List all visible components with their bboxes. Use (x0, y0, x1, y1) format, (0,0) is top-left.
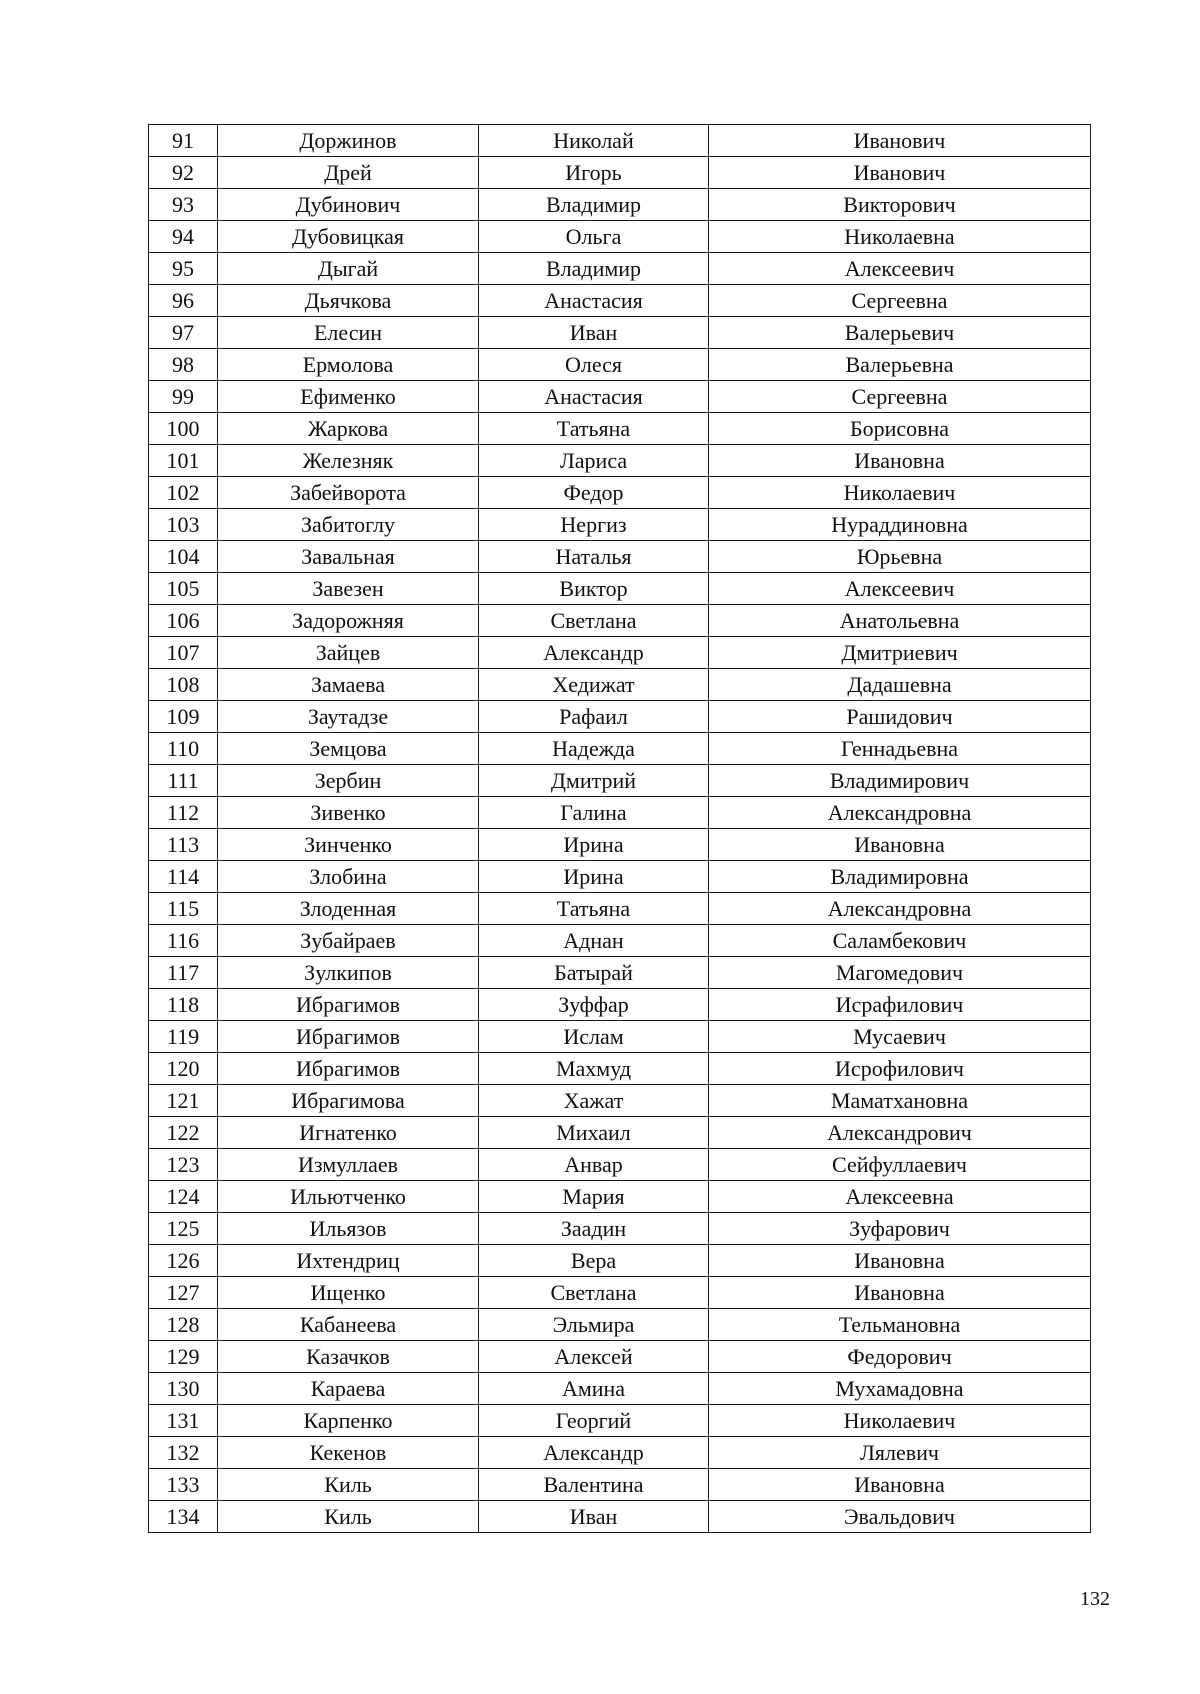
row-number-cell: 106 (149, 605, 218, 637)
table-row (149, 445, 1091, 477)
first-name-cell: Наталья (479, 541, 709, 573)
row-number-cell: 91 (149, 125, 218, 157)
table-row (149, 701, 1091, 733)
row-number-cell: 128 (149, 1309, 218, 1341)
table-row (149, 285, 1091, 317)
table-row (149, 989, 1091, 1021)
last-name-cell: Жаркова (218, 413, 479, 445)
patronymic-cell: Борисовна (709, 413, 1091, 445)
first-name-cell: Ольга (479, 221, 709, 253)
patronymic-cell: Зуфарович (709, 1213, 1091, 1245)
last-name-cell: Караева (218, 1373, 479, 1405)
row-number-cell: 130 (149, 1373, 218, 1405)
table-row (149, 925, 1091, 957)
first-name-cell: Иван (479, 1501, 709, 1533)
first-name-cell: Мария (479, 1181, 709, 1213)
patronymic-cell: Ивановна (709, 829, 1091, 861)
table-row (149, 221, 1091, 253)
first-name-cell: Лариса (479, 445, 709, 477)
first-name-cell: Анастасия (479, 381, 709, 413)
first-name-cell: Николай (479, 125, 709, 157)
row-number-cell: 123 (149, 1149, 218, 1181)
patronymic-cell: Тельмановна (709, 1309, 1091, 1341)
row-number-cell: 92 (149, 157, 218, 189)
last-name-cell: Ильязов (218, 1213, 479, 1245)
row-number-cell: 103 (149, 509, 218, 541)
row-number-cell: 125 (149, 1213, 218, 1245)
patronymic-cell: Иванович (709, 125, 1091, 157)
last-name-cell: Игнатенко (218, 1117, 479, 1149)
patronymic-cell: Маматхановна (709, 1085, 1091, 1117)
table-row (149, 509, 1091, 541)
last-name-cell: Железняк (218, 445, 479, 477)
table-row (149, 1373, 1091, 1405)
patronymic-cell: Александровна (709, 797, 1091, 829)
first-name-cell: Федор (479, 477, 709, 509)
table-row (149, 1501, 1091, 1533)
table-row (149, 797, 1091, 829)
last-name-cell: Злобина (218, 861, 479, 893)
last-name-cell: Дубинович (218, 189, 479, 221)
last-name-cell: Дрей (218, 157, 479, 189)
first-name-cell: Светлана (479, 1277, 709, 1309)
table-row (149, 829, 1091, 861)
first-name-cell: Амина (479, 1373, 709, 1405)
patronymic-cell: Викторович (709, 189, 1091, 221)
row-number-cell: 114 (149, 861, 218, 893)
first-name-cell: Владимир (479, 189, 709, 221)
last-name-cell: Казачков (218, 1341, 479, 1373)
row-number-cell: 111 (149, 765, 218, 797)
patronymic-cell: Рашидович (709, 701, 1091, 733)
last-name-cell: Забитоглу (218, 509, 479, 541)
first-name-cell: Анастасия (479, 285, 709, 317)
table-row (149, 957, 1091, 989)
table-row (149, 765, 1091, 797)
last-name-cell: Ибрагимов (218, 1021, 479, 1053)
first-name-cell: Зуффар (479, 989, 709, 1021)
last-name-cell: Дубовицкая (218, 221, 479, 253)
patronymic-cell: Нураддиновна (709, 509, 1091, 541)
table-row (149, 861, 1091, 893)
first-name-cell: Дмитрий (479, 765, 709, 797)
table-row (149, 349, 1091, 381)
last-name-cell: Зивенко (218, 797, 479, 829)
table-row (149, 1405, 1091, 1437)
table-row (149, 157, 1091, 189)
first-name-cell: Виктор (479, 573, 709, 605)
row-number-cell: 94 (149, 221, 218, 253)
row-number-cell: 134 (149, 1501, 218, 1533)
patronymic-cell: Алексеевна (709, 1181, 1091, 1213)
row-number-cell: 127 (149, 1277, 218, 1309)
row-number-cell: 95 (149, 253, 218, 285)
row-number-cell: 112 (149, 797, 218, 829)
row-number-cell: 109 (149, 701, 218, 733)
last-name-cell: Зулкипов (218, 957, 479, 989)
patronymic-cell: Ивановна (709, 1277, 1091, 1309)
row-number-cell: 96 (149, 285, 218, 317)
last-name-cell: Заутадзе (218, 701, 479, 733)
patronymic-cell: Юрьевна (709, 541, 1091, 573)
first-name-cell: Махмуд (479, 1053, 709, 1085)
last-name-cell: Земцова (218, 733, 479, 765)
patronymic-cell: Саламбекович (709, 925, 1091, 957)
table-row (149, 253, 1091, 285)
first-name-cell: Хажат (479, 1085, 709, 1117)
first-name-cell: Галина (479, 797, 709, 829)
patronymic-cell: Ивановна (709, 445, 1091, 477)
first-name-cell: Игорь (479, 157, 709, 189)
row-number-cell: 133 (149, 1469, 218, 1501)
row-number-cell: 129 (149, 1341, 218, 1373)
first-name-cell: Батырай (479, 957, 709, 989)
last-name-cell: Зубайраев (218, 925, 479, 957)
last-name-cell: Измуллаев (218, 1149, 479, 1181)
patronymic-cell: Александрович (709, 1117, 1091, 1149)
row-number-cell: 99 (149, 381, 218, 413)
first-name-cell: Владимир (479, 253, 709, 285)
table-row (149, 605, 1091, 637)
last-name-cell: Ихтендриц (218, 1245, 479, 1277)
table-row (149, 1085, 1091, 1117)
first-name-cell: Вера (479, 1245, 709, 1277)
row-number-cell: 102 (149, 477, 218, 509)
table-row (149, 1181, 1091, 1213)
last-name-cell: Ефименко (218, 381, 479, 413)
first-name-cell: Ирина (479, 829, 709, 861)
first-name-cell: Рафаил (479, 701, 709, 733)
last-name-cell: Замаева (218, 669, 479, 701)
patronymic-cell: Сергеевна (709, 285, 1091, 317)
first-name-cell: Татьяна (479, 893, 709, 925)
patronymic-cell: Федорович (709, 1341, 1091, 1373)
last-name-cell: Завезен (218, 573, 479, 605)
patronymic-cell: Владимирович (709, 765, 1091, 797)
table-row (149, 1341, 1091, 1373)
row-number-cell: 97 (149, 317, 218, 349)
first-name-cell: Александр (479, 1437, 709, 1469)
table-row (149, 893, 1091, 925)
patronymic-cell: Дадашевна (709, 669, 1091, 701)
patronymic-cell: Анатольевна (709, 605, 1091, 637)
table-row (149, 637, 1091, 669)
patronymic-cell: Иванович (709, 157, 1091, 189)
last-name-cell: Ищенко (218, 1277, 479, 1309)
patronymic-cell: Валерьевна (709, 349, 1091, 381)
table-row (149, 317, 1091, 349)
row-number-cell: 108 (149, 669, 218, 701)
last-name-cell: Ибрагимов (218, 1053, 479, 1085)
last-name-cell: Зинченко (218, 829, 479, 861)
row-number-cell: 117 (149, 957, 218, 989)
last-name-cell: Кекенов (218, 1437, 479, 1469)
row-number-cell: 116 (149, 925, 218, 957)
table-row (149, 413, 1091, 445)
patronymic-cell: Алексеевич (709, 253, 1091, 285)
first-name-cell: Светлана (479, 605, 709, 637)
last-name-cell: Карпенко (218, 1405, 479, 1437)
table-row (149, 1117, 1091, 1149)
row-number-cell: 115 (149, 893, 218, 925)
row-number-cell: 110 (149, 733, 218, 765)
first-name-cell: Надежда (479, 733, 709, 765)
table-row (149, 669, 1091, 701)
patronymic-cell: Мухамадовна (709, 1373, 1091, 1405)
last-name-cell: Ермолова (218, 349, 479, 381)
table-row (149, 189, 1091, 221)
row-number-cell: 131 (149, 1405, 218, 1437)
names-table (148, 124, 1091, 1533)
first-name-cell: Ирина (479, 861, 709, 893)
last-name-cell: Киль (218, 1501, 479, 1533)
last-name-cell: Зайцев (218, 637, 479, 669)
first-name-cell: Хедижат (479, 669, 709, 701)
patronymic-cell: Сергеевна (709, 381, 1091, 413)
row-number-cell: 126 (149, 1245, 218, 1277)
first-name-cell: Олеся (479, 349, 709, 381)
patronymic-cell: Валерьевич (709, 317, 1091, 349)
page-number: 132 (1080, 1588, 1110, 1610)
patronymic-cell: Сейфуллаевич (709, 1149, 1091, 1181)
patronymic-cell: Николаевна (709, 221, 1091, 253)
last-name-cell: Зербин (218, 765, 479, 797)
patronymic-cell: Исрофилович (709, 1053, 1091, 1085)
first-name-cell: Эльмира (479, 1309, 709, 1341)
patronymic-cell: Магомедович (709, 957, 1091, 989)
last-name-cell: Кабанеева (218, 1309, 479, 1341)
patronymic-cell: Исрафилович (709, 989, 1091, 1021)
row-number-cell: 107 (149, 637, 218, 669)
row-number-cell: 122 (149, 1117, 218, 1149)
last-name-cell: Завальная (218, 541, 479, 573)
table-row (149, 1021, 1091, 1053)
first-name-cell: Михаил (479, 1117, 709, 1149)
last-name-cell: Ибрагимова (218, 1085, 479, 1117)
last-name-cell: Ибрагимов (218, 989, 479, 1021)
table-row (149, 541, 1091, 573)
row-number-cell: 98 (149, 349, 218, 381)
row-number-cell: 121 (149, 1085, 218, 1117)
first-name-cell: Анвар (479, 1149, 709, 1181)
first-name-cell: Татьяна (479, 413, 709, 445)
table-row (149, 477, 1091, 509)
row-number-cell: 101 (149, 445, 218, 477)
table-row (149, 1053, 1091, 1085)
last-name-cell: Дыгай (218, 253, 479, 285)
table-row (149, 1149, 1091, 1181)
last-name-cell: Елесин (218, 317, 479, 349)
patronymic-cell: Ивановна (709, 1469, 1091, 1501)
row-number-cell: 104 (149, 541, 218, 573)
patronymic-cell: Лялевич (709, 1437, 1091, 1469)
first-name-cell: Нергиз (479, 509, 709, 541)
first-name-cell: Иван (479, 317, 709, 349)
last-name-cell: Дьячкова (218, 285, 479, 317)
row-number-cell: 93 (149, 189, 218, 221)
table-row (149, 573, 1091, 605)
table-row (149, 125, 1091, 157)
last-name-cell: Задорожняя (218, 605, 479, 637)
table-row (149, 1213, 1091, 1245)
table-row (149, 381, 1091, 413)
patronymic-cell: Геннадьевна (709, 733, 1091, 765)
patronymic-cell: Дмитриевич (709, 637, 1091, 669)
first-name-cell: Алексей (479, 1341, 709, 1373)
first-name-cell: Валентина (479, 1469, 709, 1501)
first-name-cell: Александр (479, 637, 709, 669)
last-name-cell: Киль (218, 1469, 479, 1501)
patronymic-cell: Николаевич (709, 1405, 1091, 1437)
first-name-cell: Ислам (479, 1021, 709, 1053)
table-row (149, 733, 1091, 765)
last-name-cell: Забейворота (218, 477, 479, 509)
patronymic-cell: Мусаевич (709, 1021, 1091, 1053)
row-number-cell: 118 (149, 989, 218, 1021)
row-number-cell: 132 (149, 1437, 218, 1469)
row-number-cell: 113 (149, 829, 218, 861)
table-row (149, 1469, 1091, 1501)
table-row (149, 1277, 1091, 1309)
table-row (149, 1437, 1091, 1469)
patronymic-cell: Николаевич (709, 477, 1091, 509)
last-name-cell: Ильютченко (218, 1181, 479, 1213)
patronymic-cell: Владимировна (709, 861, 1091, 893)
row-number-cell: 120 (149, 1053, 218, 1085)
first-name-cell: Георгий (479, 1405, 709, 1437)
patronymic-cell: Александровна (709, 893, 1091, 925)
row-number-cell: 100 (149, 413, 218, 445)
names-table-body (149, 125, 1091, 1533)
table-row (149, 1309, 1091, 1341)
last-name-cell: Доржинов (218, 125, 479, 157)
patronymic-cell: Эвальдович (709, 1501, 1091, 1533)
row-number-cell: 119 (149, 1021, 218, 1053)
table-row (149, 1245, 1091, 1277)
row-number-cell: 105 (149, 573, 218, 605)
first-name-cell: Заадин (479, 1213, 709, 1245)
row-number-cell: 124 (149, 1181, 218, 1213)
first-name-cell: Аднан (479, 925, 709, 957)
patronymic-cell: Алексеевич (709, 573, 1091, 605)
patronymic-cell: Ивановна (709, 1245, 1091, 1277)
last-name-cell: Злоденная (218, 893, 479, 925)
